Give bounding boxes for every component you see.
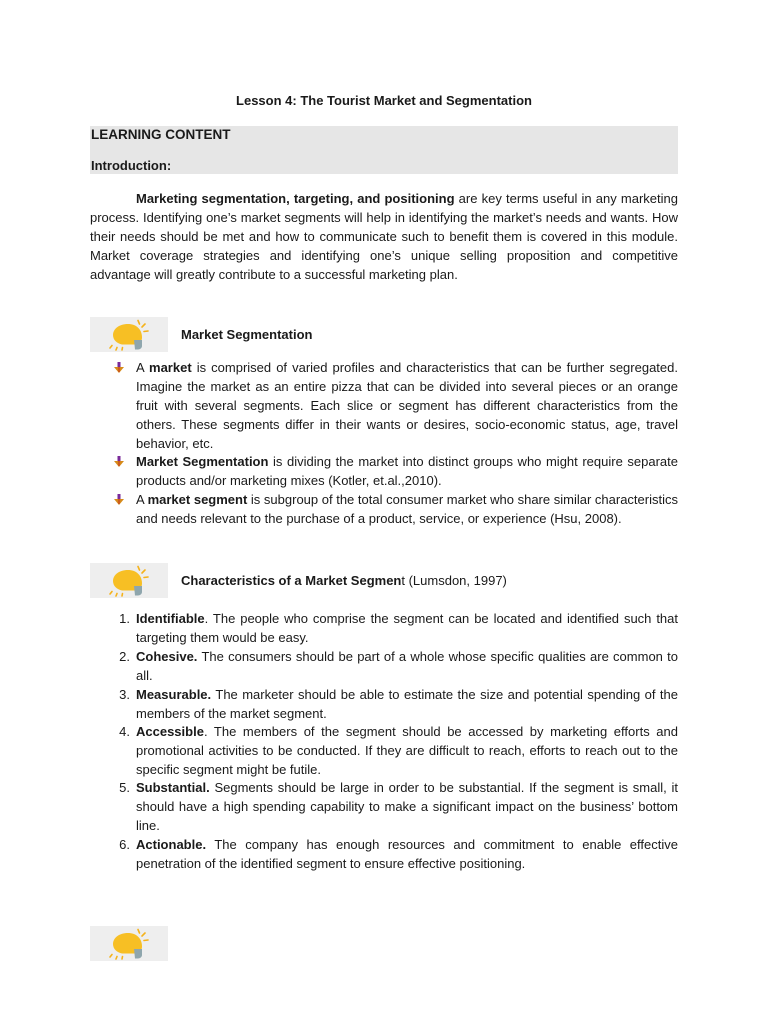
list-item: 2. Cohesive. The consumers should be part of a whole whose specific qualities are common to all. [119, 649, 678, 683]
section-title: Characteristics of a Market Segment (Lumsdon, 1997) [181, 573, 507, 588]
icon-box [90, 317, 168, 352]
lightbulb-icon [108, 928, 152, 960]
learning-content-heading: LEARNING CONTENT [91, 127, 231, 142]
list-item: Market Segmentation is dividing the market into distinct groups who might require separate products and/or marketing mixes (Kotler, et.al.,2010). [136, 452, 678, 490]
list-item: 6. Actionable. The company has enough resources and commitment to enable effective penetration of the identified segment to ensure effective positioning. [119, 837, 678, 871]
lightbulb-icon [108, 319, 152, 351]
list-item: A market segment is subgroup of the total consumer market who share similar characteristics and needs relevant to the purchase of a product, service, or experience (Hsu, 2008). [136, 490, 678, 528]
intro-text: are key terms useful in any marketing process. Identifying one’s market segments will help in identifying the market’s needs and wants. How their needs should be met and how to communicate such to benefit them is covered in this module. Market coverage strategies and identifying one’s unique selling proposition and competitive advantage will greatly contribute to a successful marketing plan. [90, 191, 678, 282]
third-section-header [90, 926, 690, 962]
icon-box [90, 563, 168, 598]
arrow-down-bullet-icon [114, 494, 124, 505]
icon-box [90, 926, 168, 961]
arrow-down-bullet-icon [114, 362, 124, 373]
list-item: 1. Identifiable. The people who comprise the segment can be located and identified such that targeting them would be easy. [119, 611, 678, 645]
introduction-paragraph [90, 189, 678, 284]
list-item: A market is comprised of varied profiles and characteristics that can be further segregated. Imagine the market as an entire pizza that can be divided into several pieces or an orange fruit with several segments. Each slice or segment has different characteristics from the others. These segments differ in their wants or desires, socio-economic status, age, travel behavior, etc. [136, 358, 678, 453]
learning-content-block [90, 126, 678, 174]
list-item: 3. Measurable. The marketer should be able to estimate the size and potential spending of the members of the market segment. [119, 687, 678, 721]
list-item: 5. Substantial. Segments should be large in order to be substantial. If the segment is small, it should have a high spending capability to make a significant impact on the business’ bottom line. [119, 780, 678, 833]
list-item: 4. Accessible. The members of the segment should be accessed by marketing efforts and promotional activities to be conducted. If they are difficult to reach, efforts to reach out to the specific segment might be futile. [119, 724, 678, 777]
lightbulb-icon [108, 565, 152, 597]
section-title: Market Segmentation [181, 327, 313, 342]
characteristics-header [90, 563, 690, 599]
arrow-down-bullet-icon [114, 456, 124, 467]
introduction-heading: Introduction: [91, 158, 172, 173]
market-segmentation-header [90, 317, 690, 353]
lesson-title: Lesson 4: The Tourist Market and Segmentation [236, 93, 532, 108]
intro-bold-lead: Marketing segmentation, targeting, and positioning [136, 191, 455, 206]
